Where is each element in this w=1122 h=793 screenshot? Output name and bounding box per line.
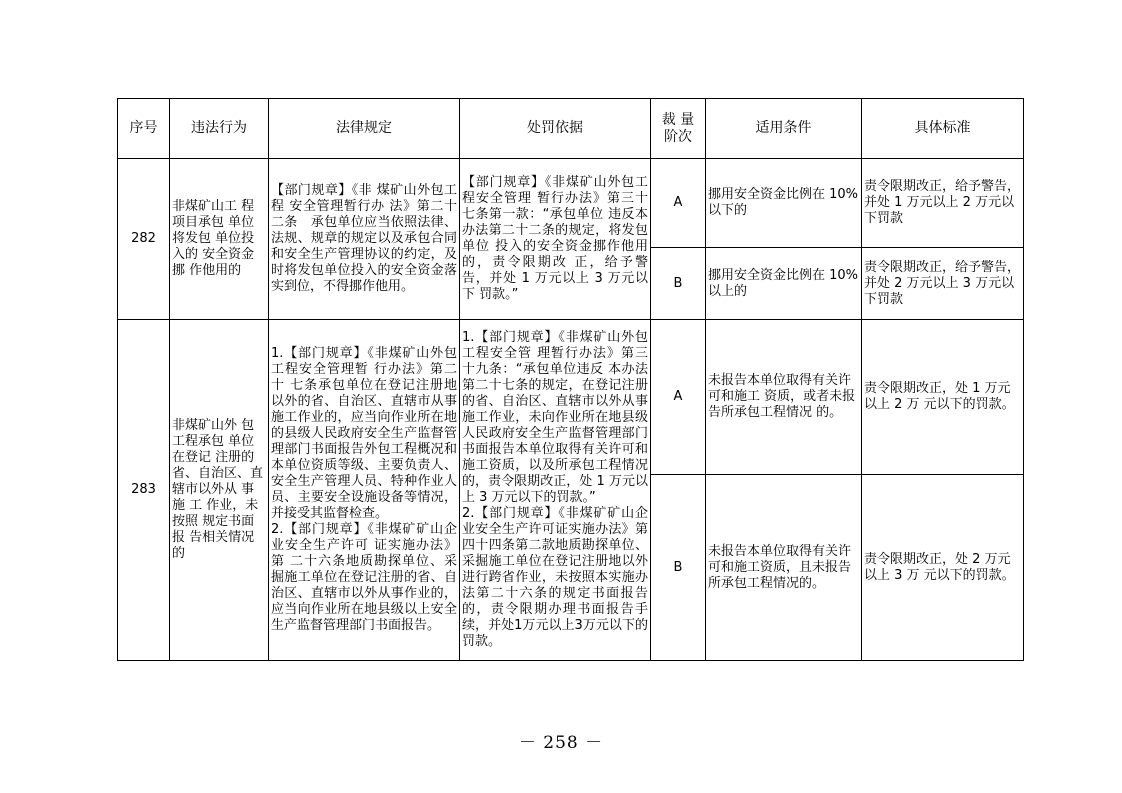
header-violation: 违法行为 [170, 99, 269, 159]
header-row [118, 99, 1024, 159]
page-number: － 258 － [518, 733, 604, 753]
row-standard: 责令限期改正，处 1 万元以上 2 万 元以下的罚款。 [862, 320, 1024, 475]
row-condition: 挪用安全资金比例在 10%以下的 [706, 159, 862, 248]
row-standard: 责令限期改正，给予警告，并处 1 万元以上 2 万元以下罚款 [862, 159, 1024, 248]
header-penalty-basis: 处罚依据 [460, 99, 651, 159]
header-law: 法律规定 [269, 99, 460, 159]
row-level: A [651, 320, 706, 475]
row-level: B [651, 248, 706, 320]
row-standard: 责令限期改正，给予警告，并处 2 万元以上 3 万元以下罚款 [862, 248, 1024, 320]
row-level: B [651, 475, 706, 661]
header-seq: 序号 [118, 99, 170, 159]
penalty-standards-table [117, 98, 1024, 661]
row-condition: 未报告本单位取得有关许可和施工资质，且未报告所承包工程情况的。 [706, 475, 862, 661]
table-row [118, 159, 1024, 248]
row-seq: 282 [118, 159, 170, 320]
row-penalty-basis: 【部门规章】《非煤矿山外包工程安全管理 暂行办法》第三十七条第一款：“承包单位 违反本办法第二十二条的规定，将发包单位 投入的安全资金挪作他用的，责令限期改 正，给予警告，并处 1 万元以上 3 万元以下 罚款。” [460, 159, 651, 320]
row-law: 【部门规章】《非 煤矿山外包工程 安全管理暂行办 法》第二十二条 承包单位应当依照法律、法规、规章的规定以及承包合同和安全生产管理协议的约定，及时将发包单位投入的安全资金落实到位，不得挪作他用。 [269, 159, 460, 320]
header-condition: 适用条件 [706, 99, 862, 159]
row-condition: 挪用安全资金比例在 10%以上的 [706, 248, 862, 320]
table-row [118, 320, 1024, 475]
row-level: A [651, 159, 706, 248]
row-condition: 未报告本单位取得有关许可和施工 资质，或者未报告所承包工程情况 的。 [706, 320, 862, 475]
header-standard: 具体标准 [862, 99, 1024, 159]
row-violation: 非煤矿山工 程项目承包 单位将发包 单位投入的 安全资金挪 作他用的 [170, 159, 269, 320]
row-penalty-basis: 1.【部门规章】《非煤矿山外包工程安全管 理暂行办法》第三十九条：“承包单位违反 本办法第二十七条的规定，在登记注册的省、自治区、直辖市以外从事施工作业，未向作业所在地县级人民政府安全生产监督管理部门书面报告本单位取得有关许可和施工资质，以及所承包工程情况的，责令限期改正，处 1 万元以上 3 万元以下的罚款。” 2.【部门规章】《非煤矿矿山企业安全生产许可证实施办法》第四十四条第二款地质勘探单位、采掘施工单位在登记注册地以外进行跨省作业，未按照本实施办法第二十六条的规定书面报告的，责令限期办理书面报告手续，并处1万元以上3万元以下的罚款。 [460, 320, 651, 661]
row-law: 1.【部门规章】《非煤矿山外包 工程安全管理暂 行办法》第二十 七条承包单位在登记注册地以外的省、自治区、直辖市从事施工作业的，应当向作业所在地的县级人民政府安全生产监督管理部门书面报告外包工程概况和本单位资质等级、主要负责人、安全生产管理人员、特种作业人员、主要安全设施设备等情况，并接受其监督检查。 2.【部门规章】《非煤矿矿山企 业安全生产许可 证实施办法》第 二十六条地质勘探单位、采掘施工单位在登记注册的省、自治区、直辖市以外从事作业的，应当向作业所在地县级以上安全生产监督管理部门书面报告。 [269, 320, 460, 661]
row-violation: 非煤矿山外 包工程承包 单位在登记 注册的省、自治区、直 辖市以外从 事 施 工 作业，未按照 规定书面报 告相关情况 的 [170, 320, 269, 661]
row-seq: 283 [118, 320, 170, 661]
header-level: 裁 量 阶次 [651, 99, 706, 159]
row-standard: 责令限期改正，处 2 万元以上 3 万 元以下的罚款。 [862, 475, 1024, 661]
